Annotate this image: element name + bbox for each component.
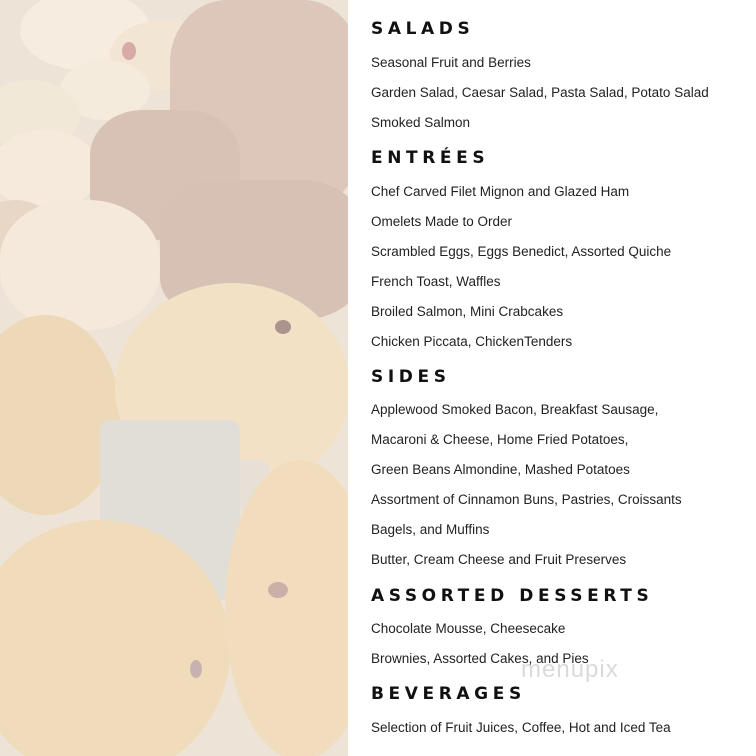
- menu-item: Applewood Smoked Bacon, Breakfast Sausage,: [371, 402, 659, 417]
- menu-item: French Toast, Waffles: [371, 274, 501, 289]
- menu-panel: [348, 0, 756, 756]
- menu-item: Broiled Salmon, Mini Crabcakes: [371, 304, 564, 319]
- section-heading-entrees: ENTRÉES: [371, 148, 490, 168]
- menu-item: Green Beans Almondine, Mashed Potatoes: [371, 462, 630, 477]
- section-heading-desserts: ASSORTED DESSERTS: [371, 586, 654, 606]
- menu-item: Bagels, and Muffins: [371, 522, 490, 537]
- menu-item: Brownies, Assorted Cakes, and Pies: [371, 651, 589, 666]
- menu-item: Assortment of Cinnamon Buns, Pastries, Croissants: [371, 492, 682, 507]
- menu-item: Smoked Salmon: [371, 115, 471, 130]
- section-heading-salads: SALADS: [371, 19, 475, 39]
- menu-item: Garden Salad, Caesar Salad, Pasta Salad, Potato Salad: [371, 85, 709, 100]
- watermark: menupix: [521, 656, 619, 683]
- photo-overlay: [0, 0, 348, 756]
- menu-item: Seasonal Fruit and Berries: [371, 55, 531, 70]
- menu-item: Omelets Made to Order: [371, 214, 513, 229]
- menu-item: Macaroni & Cheese, Home Fried Potatoes,: [371, 432, 629, 447]
- section-heading-beverages: BEVERAGES: [371, 684, 526, 704]
- menu-item: Selection of Fruit Juices, Coffee, Hot and Iced Tea: [371, 720, 671, 735]
- menu-item: Scrambled Eggs, Eggs Benedict, Assorted Quiche: [371, 244, 672, 259]
- menu-item: Chocolate Mousse, Cheesecake: [371, 621, 566, 636]
- menu-item: Chicken Piccata, ChickenTenders: [371, 334, 573, 349]
- menu-item: Butter, Cream Cheese and Fruit Preserves: [371, 552, 627, 567]
- menu-item: Chef Carved Filet Mignon and Glazed Ham: [371, 184, 630, 199]
- pastry-photo: [0, 0, 348, 756]
- section-heading-sides: SIDES: [371, 367, 451, 387]
